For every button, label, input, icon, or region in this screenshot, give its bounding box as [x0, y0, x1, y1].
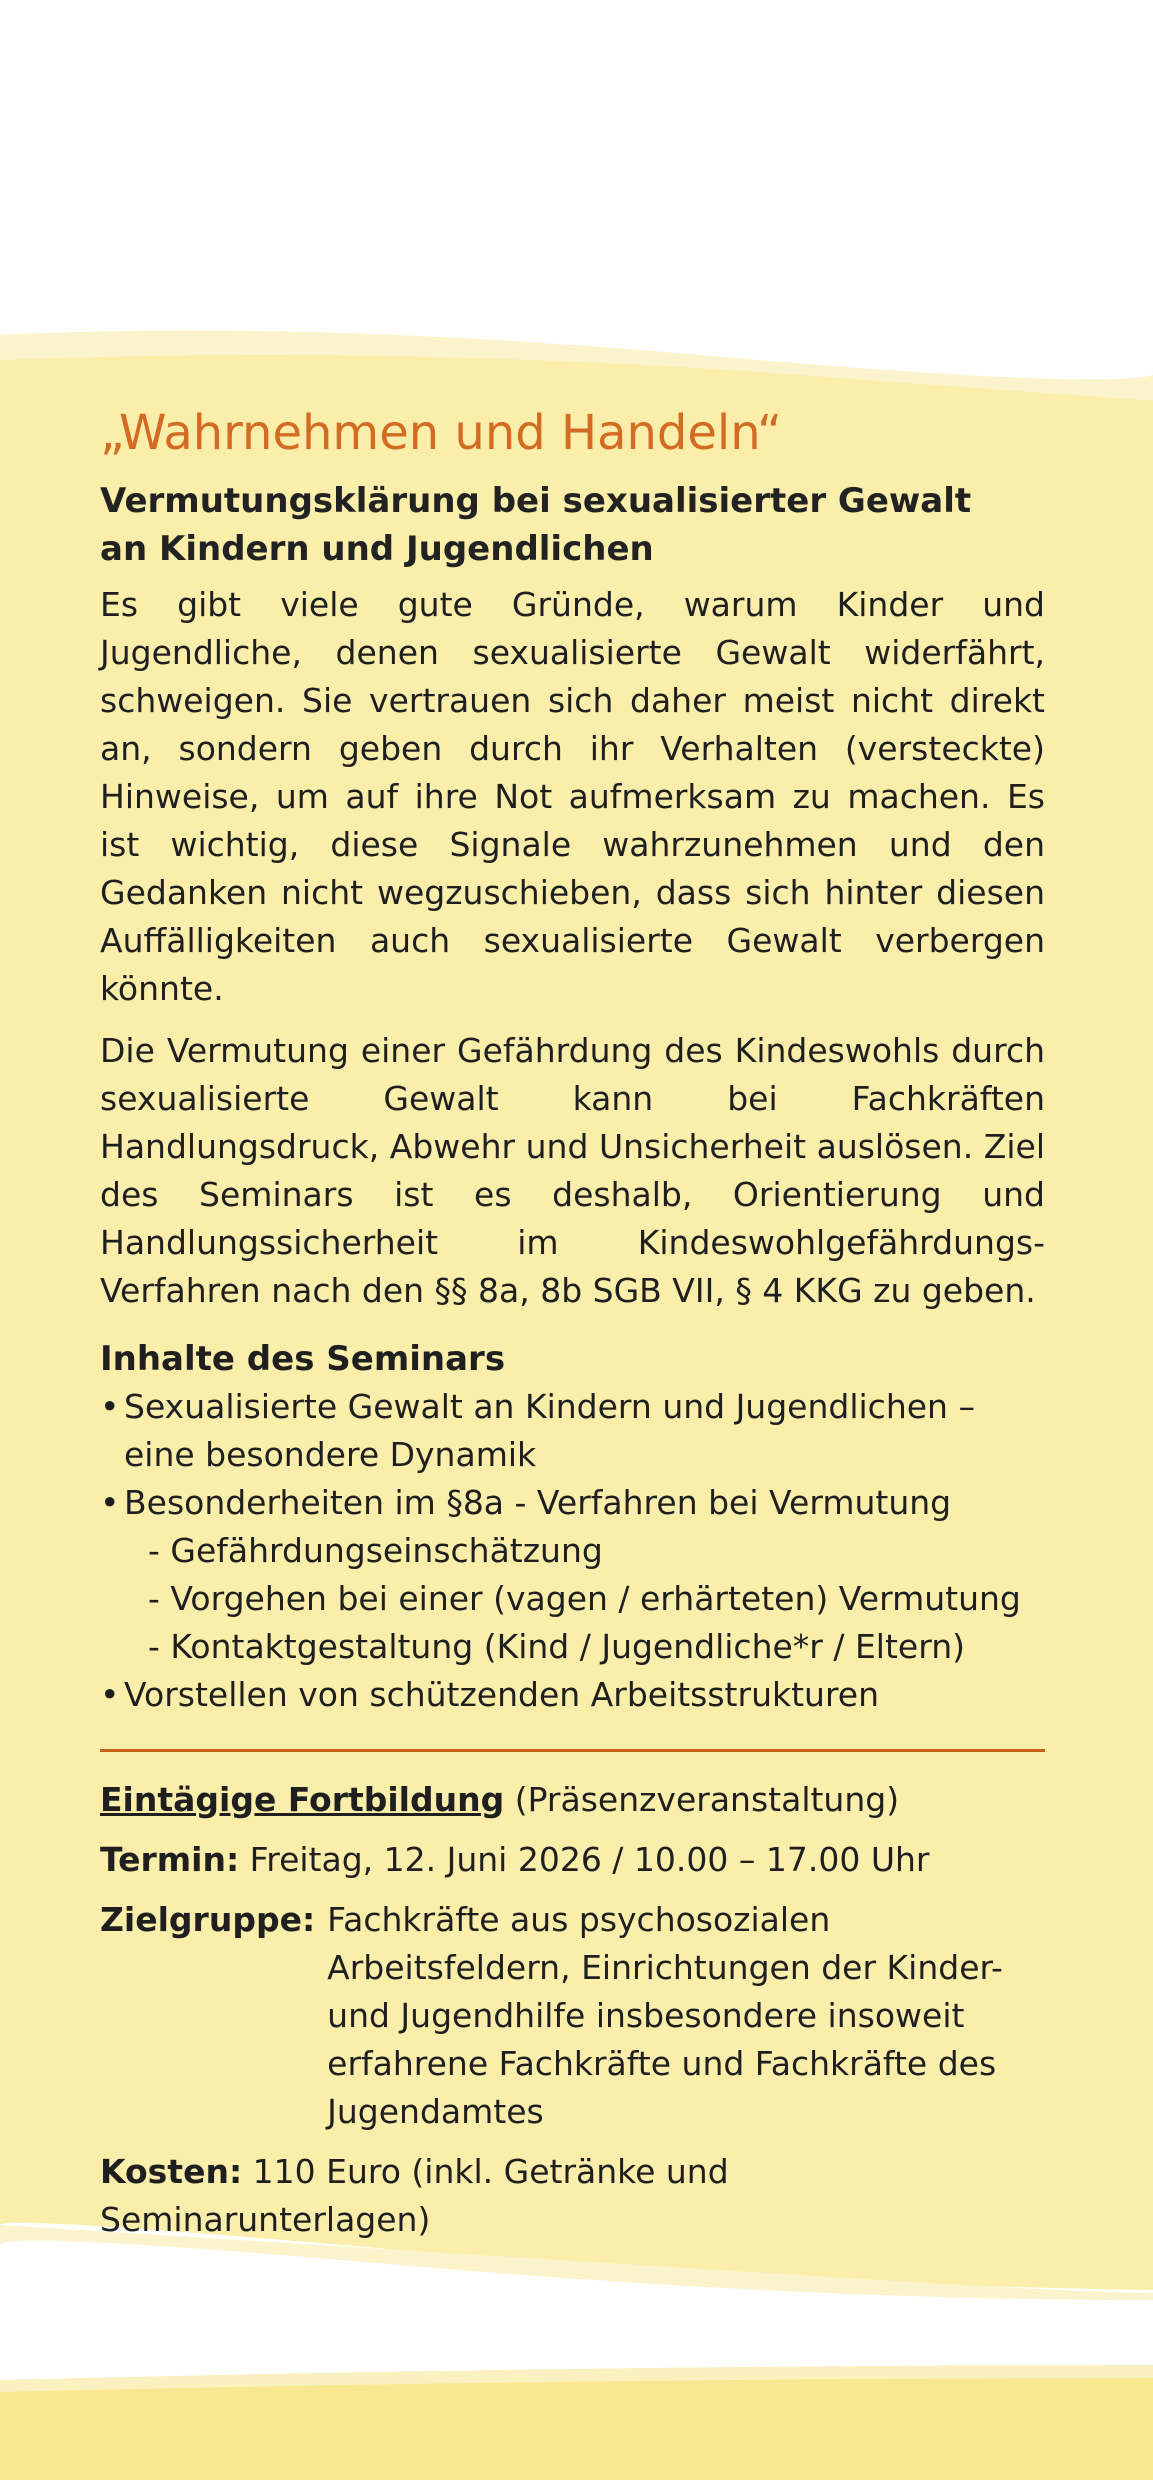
- sub-item: - Vorgehen bei einer (vagen / erhärteten) Vermutung: [148, 1578, 1021, 1618]
- target-group-value: Fachkräfte aus psychosozialen Arbeitsfeldern, Einrichtungen der Kinder- und Jugendhilfe insbesondere insoweit erfahrene Fachkräfte und Fachkräfte des Jugendamtes: [327, 1899, 1003, 2131]
- format-label: Eintägige Fortbildung: [100, 1779, 505, 1819]
- list-item: • Vorstellen von schützenden Arbeitsstrukturen: [100, 1671, 1045, 1719]
- cost-value: 110 Euro (inkl. Getränke und Seminarunterlagen): [100, 2151, 729, 2239]
- seminar-title: „Wahrnehmen und Handeln“: [100, 405, 783, 461]
- intro-paragraph: Es gibt viele gute Gründe, warum Kinder und Jugendliche, denen sexualisierte Gewalt widerfährt, schweigen. Sie vertrauen sich daher meist nicht direkt an, sondern geben durch ihr Verhalten (versteckte) Hinweise, um auf ihre Not aufmerksam zu machen. Es ist wichtig, diese Signale wahrzunehmen und den Gedanken nicht wegzuschieben, dass sich hinter diesen Auffälligkeiten auch sexualisierte Gewalt verbergen könnte.: [100, 584, 1045, 1008]
- list-item: [100, 1479, 1045, 1671]
- list-item-text: Besonderheiten im §8a - Verfahren bei Vermutung: [124, 1482, 952, 1522]
- list-item: • Sexualisierte Gewalt an Kindern und Jugendlichen – eine besondere Dynamik: [100, 1383, 1045, 1479]
- subtitle-line: an Kindern und Jugendlichen: [100, 528, 654, 569]
- flyer-content: [100, 405, 1045, 2256]
- cost-line: [100, 2148, 1045, 2244]
- seminar-subtitle: [100, 477, 1045, 573]
- cost-label: Kosten:: [100, 2151, 243, 2191]
- date-line: [100, 1836, 1045, 1884]
- format-note: (Präsenzveranstaltung): [504, 1779, 900, 1819]
- format-line: [100, 1776, 1045, 1824]
- target-group-label: Zielgruppe:: [100, 1899, 316, 1939]
- sub-item: - Gefährdungseinschätzung: [148, 1530, 603, 1570]
- divider: [100, 1749, 1045, 1752]
- bottom-band: [0, 2375, 1153, 2480]
- target-group-line: [100, 1896, 1045, 2136]
- contents-heading: Inhalte des Seminars: [100, 1338, 506, 1379]
- goal-paragraph: Die Vermutung einer Gefährdung des Kindeswohls durch sexualisierte Gewalt kann bei Fachkräften Handlungsdruck, Abwehr und Unsicherheit auslösen. Ziel des Seminars ist es deshalb, Orientierung und Handlungssicherheit im Kindeswohlgefährdungs-Verfahren nach den §§ 8a, 8b SGB VII, § 4 KKG zu geben.: [100, 1030, 1045, 1310]
- contents-list: [100, 1383, 1045, 1719]
- subtitle-line: Vermutungsklärung bei sexualisierter Gewalt: [100, 480, 972, 521]
- date-value: Freitag, 12. Juni 2026 / 10.00 – 17.00 Uhr: [239, 1839, 930, 1879]
- date-label: Termin:: [100, 1839, 240, 1879]
- sub-item: - Kontaktgestaltung (Kind / Jugendliche*r / Eltern): [148, 1626, 965, 1666]
